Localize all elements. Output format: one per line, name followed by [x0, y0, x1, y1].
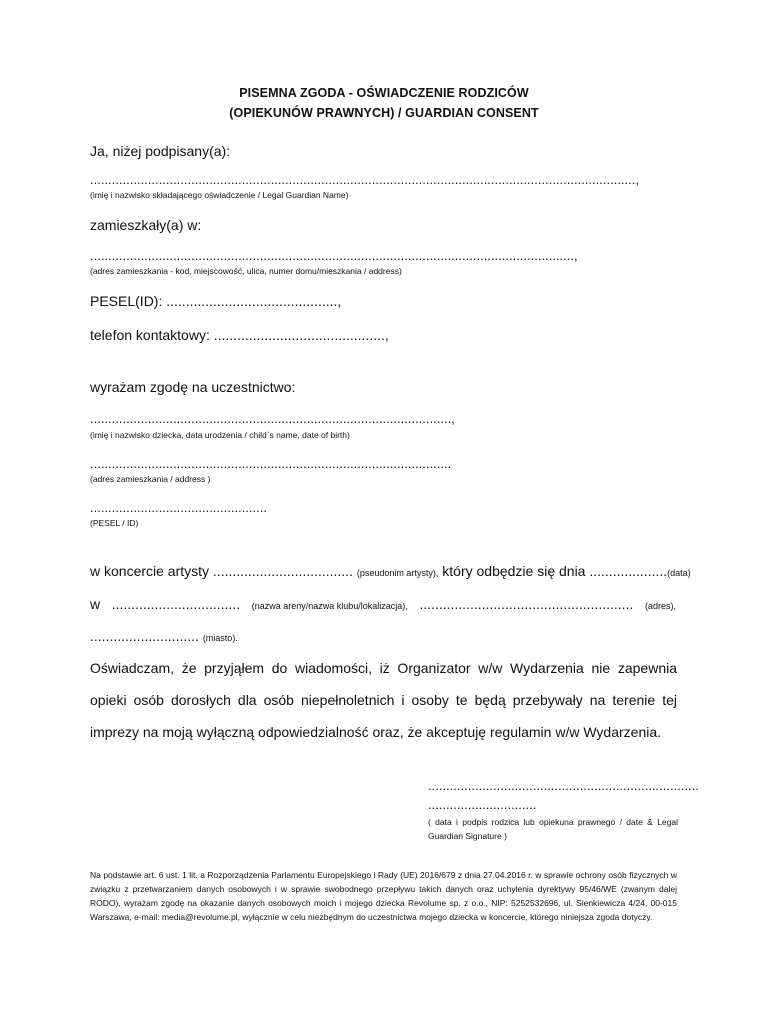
artist-field[interactable]: w koncercie artysty .................................... [90, 563, 353, 579]
signature-field-line1[interactable]: ........................................................................... [428, 778, 699, 793]
city-hint: (miasto). [202, 633, 238, 643]
venue-field[interactable]: ................................. [111, 596, 241, 612]
venue-address-field[interactable]: ....................................................... [419, 596, 634, 612]
signature-field-line2[interactable]: .............................. [428, 797, 537, 812]
child-address-caption: (adres zamieszkania / address ) [90, 474, 211, 484]
guardian-name-caption: (imię i nazwisko składającego oświadczenie / Legal Guardian Name) [90, 190, 349, 200]
signature-caption: ( data i podpis rodzica lub opiekuna prawnego / date & Legal Guardian Signature ) [428, 817, 678, 841]
child-pesel-caption: (PESEL / ID) [90, 518, 139, 528]
date-field[interactable]: który odbędzie się dnia .................... [442, 563, 668, 579]
venue-address-hint: (adres), [644, 601, 676, 611]
child-name-caption: (imię i nazwisko dziecka, data urodzenia / child`s name, date of birth) [90, 430, 350, 440]
guardian-address-caption: (adres zamieszkania - kod, miejscowość, ulica, numer domu/mieszkania / address) [90, 266, 402, 276]
concert-line [90, 563, 691, 579]
child-address-field[interactable]: .................................................................................................... [90, 456, 452, 471]
city-field[interactable]: ............................ [90, 628, 199, 644]
child-pesel-field[interactable]: ................................................. [90, 500, 267, 515]
declaration-paragraph: Oświadczam, że przyjąłem do wiadomości, iż Organizator w/w Wydarzenia nie zapewnia opieki osób dorosłych dla osób niepełnoletnich i osoby te będą przebywały na terenie tej imprezy na moją wyłączną odpowiedzialność oraz, że akceptuję regulamin w/w Wydarzenia. [90, 660, 677, 740]
form-title-line1: PISEMNA ZGODA - OŚWIADCZENIE RODZICÓW [239, 86, 529, 100]
guardian-address-field[interactable]: ......................................................................................................................................, [90, 248, 578, 263]
guardian-pesel-field[interactable]: PESEL(ID): ............................................, [90, 293, 342, 309]
date-hint: (data) [667, 568, 691, 578]
venue-line [90, 596, 676, 612]
child-name-field[interactable]: ...................................................................................................., [90, 411, 455, 426]
venue-w: w [90, 596, 101, 612]
pseudonym-hint: (pseudonim artysty), [356, 568, 439, 578]
venue-hint: (nazwa areny/nazwa klubu/lokalizacja), [251, 601, 408, 611]
residence-label: zamieszkały(a) w: [90, 217, 202, 233]
gdpr-footer: Na podstawie art. 6 ust. 1 lit. a Rozporządzenia Parlamentu Europejskiego i Rady (UE) 2016/679 z dnia 27.04.2016 r. w sprawie ochrony osób fizycznych w związku z przetwarzaniem danych osobowych i w sprawie swobodnego przepływu takich danych oraz uchylenia dyrektywy 95/46/WE (zwanym dalej RODO), wyrażam zgodę na okazanie danych osobowych moich i mojego dziecka Revolume sp. z o.o., NIP: 5252532696, ul. Sienkiewicza 4/24, 00-015 Warszawa, e-mail: media@revolume.pl, wyłącznie w celu niezbędnym do uczestnictwa mojego dziecka w koncercie, którego niniejsza zgoda dotyczy. [90, 870, 677, 922]
guardian-phone-field[interactable]: telefon kontaktowy: ............................................, [90, 327, 389, 343]
guardian-name-field[interactable]: ......................................................................................................................................................., [90, 172, 639, 187]
city-line [90, 628, 238, 644]
form-title-line2: (OPIEKUNÓW PRAWNYCH) / GUARDIAN CONSENT [229, 106, 539, 120]
guardian-intro: Ja, niżej podpisany(a): [90, 143, 231, 159]
consent-label: wyrażam zgodę na uczestnictwo: [90, 379, 296, 395]
